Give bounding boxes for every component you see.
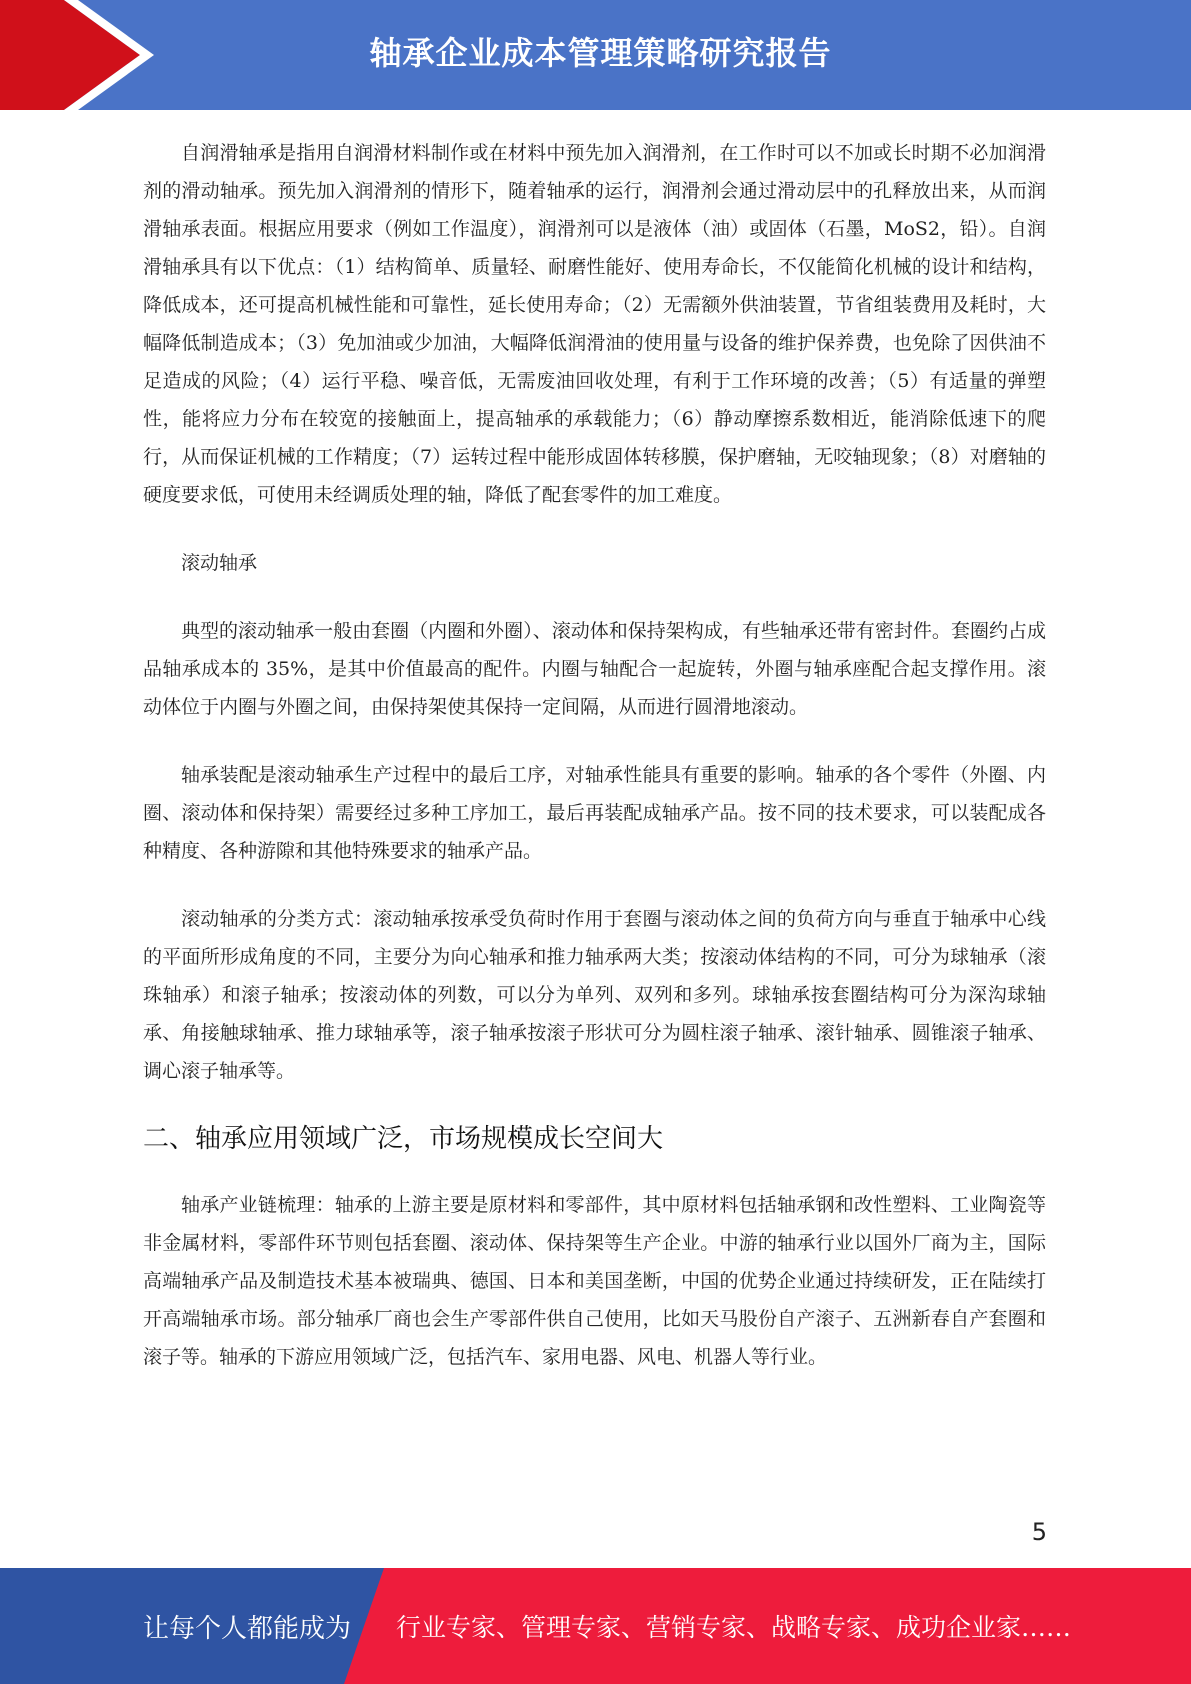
paragraph-rolling-bearing-structure: 典型的滚动轴承一般由套圈（内圈和外圈）、滚动体和保持架构成，有些轴承还带有密封件。套圈约占成品轴承成本的 35%，是其中价值最高的配件。内圈与轴配合一起旋转，外圈与轴承座配合起支撑作用。滚动体位于内圈与外圈之间，由保持架使其保持一定间隔，从而进行圆滑地滚动。 (143, 620, 1046, 718)
paragraph-industry-chain: 轴承产业链梳理：轴承的上游主要是原材料和零部件，其中原材料包括轴承钢和改性塑料、工业陶瓷等非金属材料，零部件环节则包括套圈、滚动体、保持架等生产企业。中游的轴承行业以国外厂商为主，国际高端轴承产品及制造技术基本被瑞典、德国、日本和美国垄断，中国的优势企业通过持续研发，正在陆续打开高端轴承市场。部分轴承厂商也会生产零部件供自己使用，比如天马股份自产滚子、五洲新春自产套圈和滚子等。轴承的下游应用领域广泛，包括汽车、家用电器、风电、机器人等行业。 (143, 1194, 1046, 1368)
report-title: 轴承企业成本管理策略研究报告 (369, 34, 832, 72)
page-number: 5 (1031, 1518, 1047, 1546)
paragraph-rolling-bearing-classification: 滚动轴承的分类方式：滚动轴承按承受负荷时作用于套圈与滚动体之间的负荷方向与垂直于轴承中心线的平面所形成角度的不同，主要分为向心轴承和推力轴承两大类；按滚动体结构的不同，可分为球轴承（滚珠轴承）和滚子轴承；按滚动体的列数，可以分为单列、双列和多列。球轴承按套圈结构可分为深沟球轴承、角接触球轴承、推力球轴承等，滚子轴承按滚子形状可分为圆柱滚子轴承、滚针轴承、圆锥滚子轴承、调心滚子轴承等。 (143, 908, 1046, 1082)
footer-slogan-right: 行业专家、管理专家、营销专家、战略专家、成功企业家…… (396, 1613, 1072, 1642)
footer-slogan-left: 让每个人都能成为 (143, 1614, 352, 1644)
subheading-rolling-bearing: 滚动轴承 (181, 552, 258, 574)
header-banner (0, 0, 1191, 110)
document-body (143, 134, 1046, 1406)
paragraph-self-lubricating-bearing: 自润滑轴承是指用自润滑材料制作或在材料中预先加入润滑剂，在工作时可以不加或长时期不必加润滑剂的滑动轴承。预先加入润滑剂的情形下，随着轴承的运行，润滑剂会通过滑动层中的孔释放出来，从而润滑轴承表面。根据应用要求（例如工作温度），润滑剂可以是液体（油）或固体（石墨，MoS2，铅）。自润滑轴承具有以下优点：（1）结构简单、质量轻、耐磨性能好、使用寿命长，不仅能简化机械的设计和结构，降低成本，还可提高机械性能和可靠性，延长使用寿命；（2）无需额外供油装置，节省组装费用及耗时，大幅降低制造成本；（3）免加油或少加油，大幅降低润滑油的使用量与设备的维护保养费，也免除了因供油不足造成的风险；（4）运行平稳、噪音低，无需废油回收处理，有利于工作环境的改善；（5）有适量的弹塑性，能将应力分布在较宽的接触面上，提高轴承的承载能力；（6）静动摩擦系数相近，能消除低速下的爬行，从而保证机械的工作精度；（7）运转过程中能形成固体转移膜，保护磨轴，无咬轴现象；（8）对磨轴的硬度要求低，可使用未经调质处理的轴，降低了配套零件的加工难度。 (143, 142, 1046, 506)
footer-banner (0, 1568, 1191, 1684)
paragraph-bearing-assembly: 轴承装配是滚动轴承生产过程中的最后工序，对轴承性能具有重要的影响。轴承的各个零件（外圈、内圈、滚动体和保持架）需要经过多种工序加工，最后再装配成轴承产品。按不同的技术要求，可以装配成各种精度、各种游隙和其他特殊要求的轴承产品。 (143, 764, 1046, 862)
section-heading-application: 二、轴承应用领域广泛，市场规模成长空间大 (143, 1124, 664, 1154)
